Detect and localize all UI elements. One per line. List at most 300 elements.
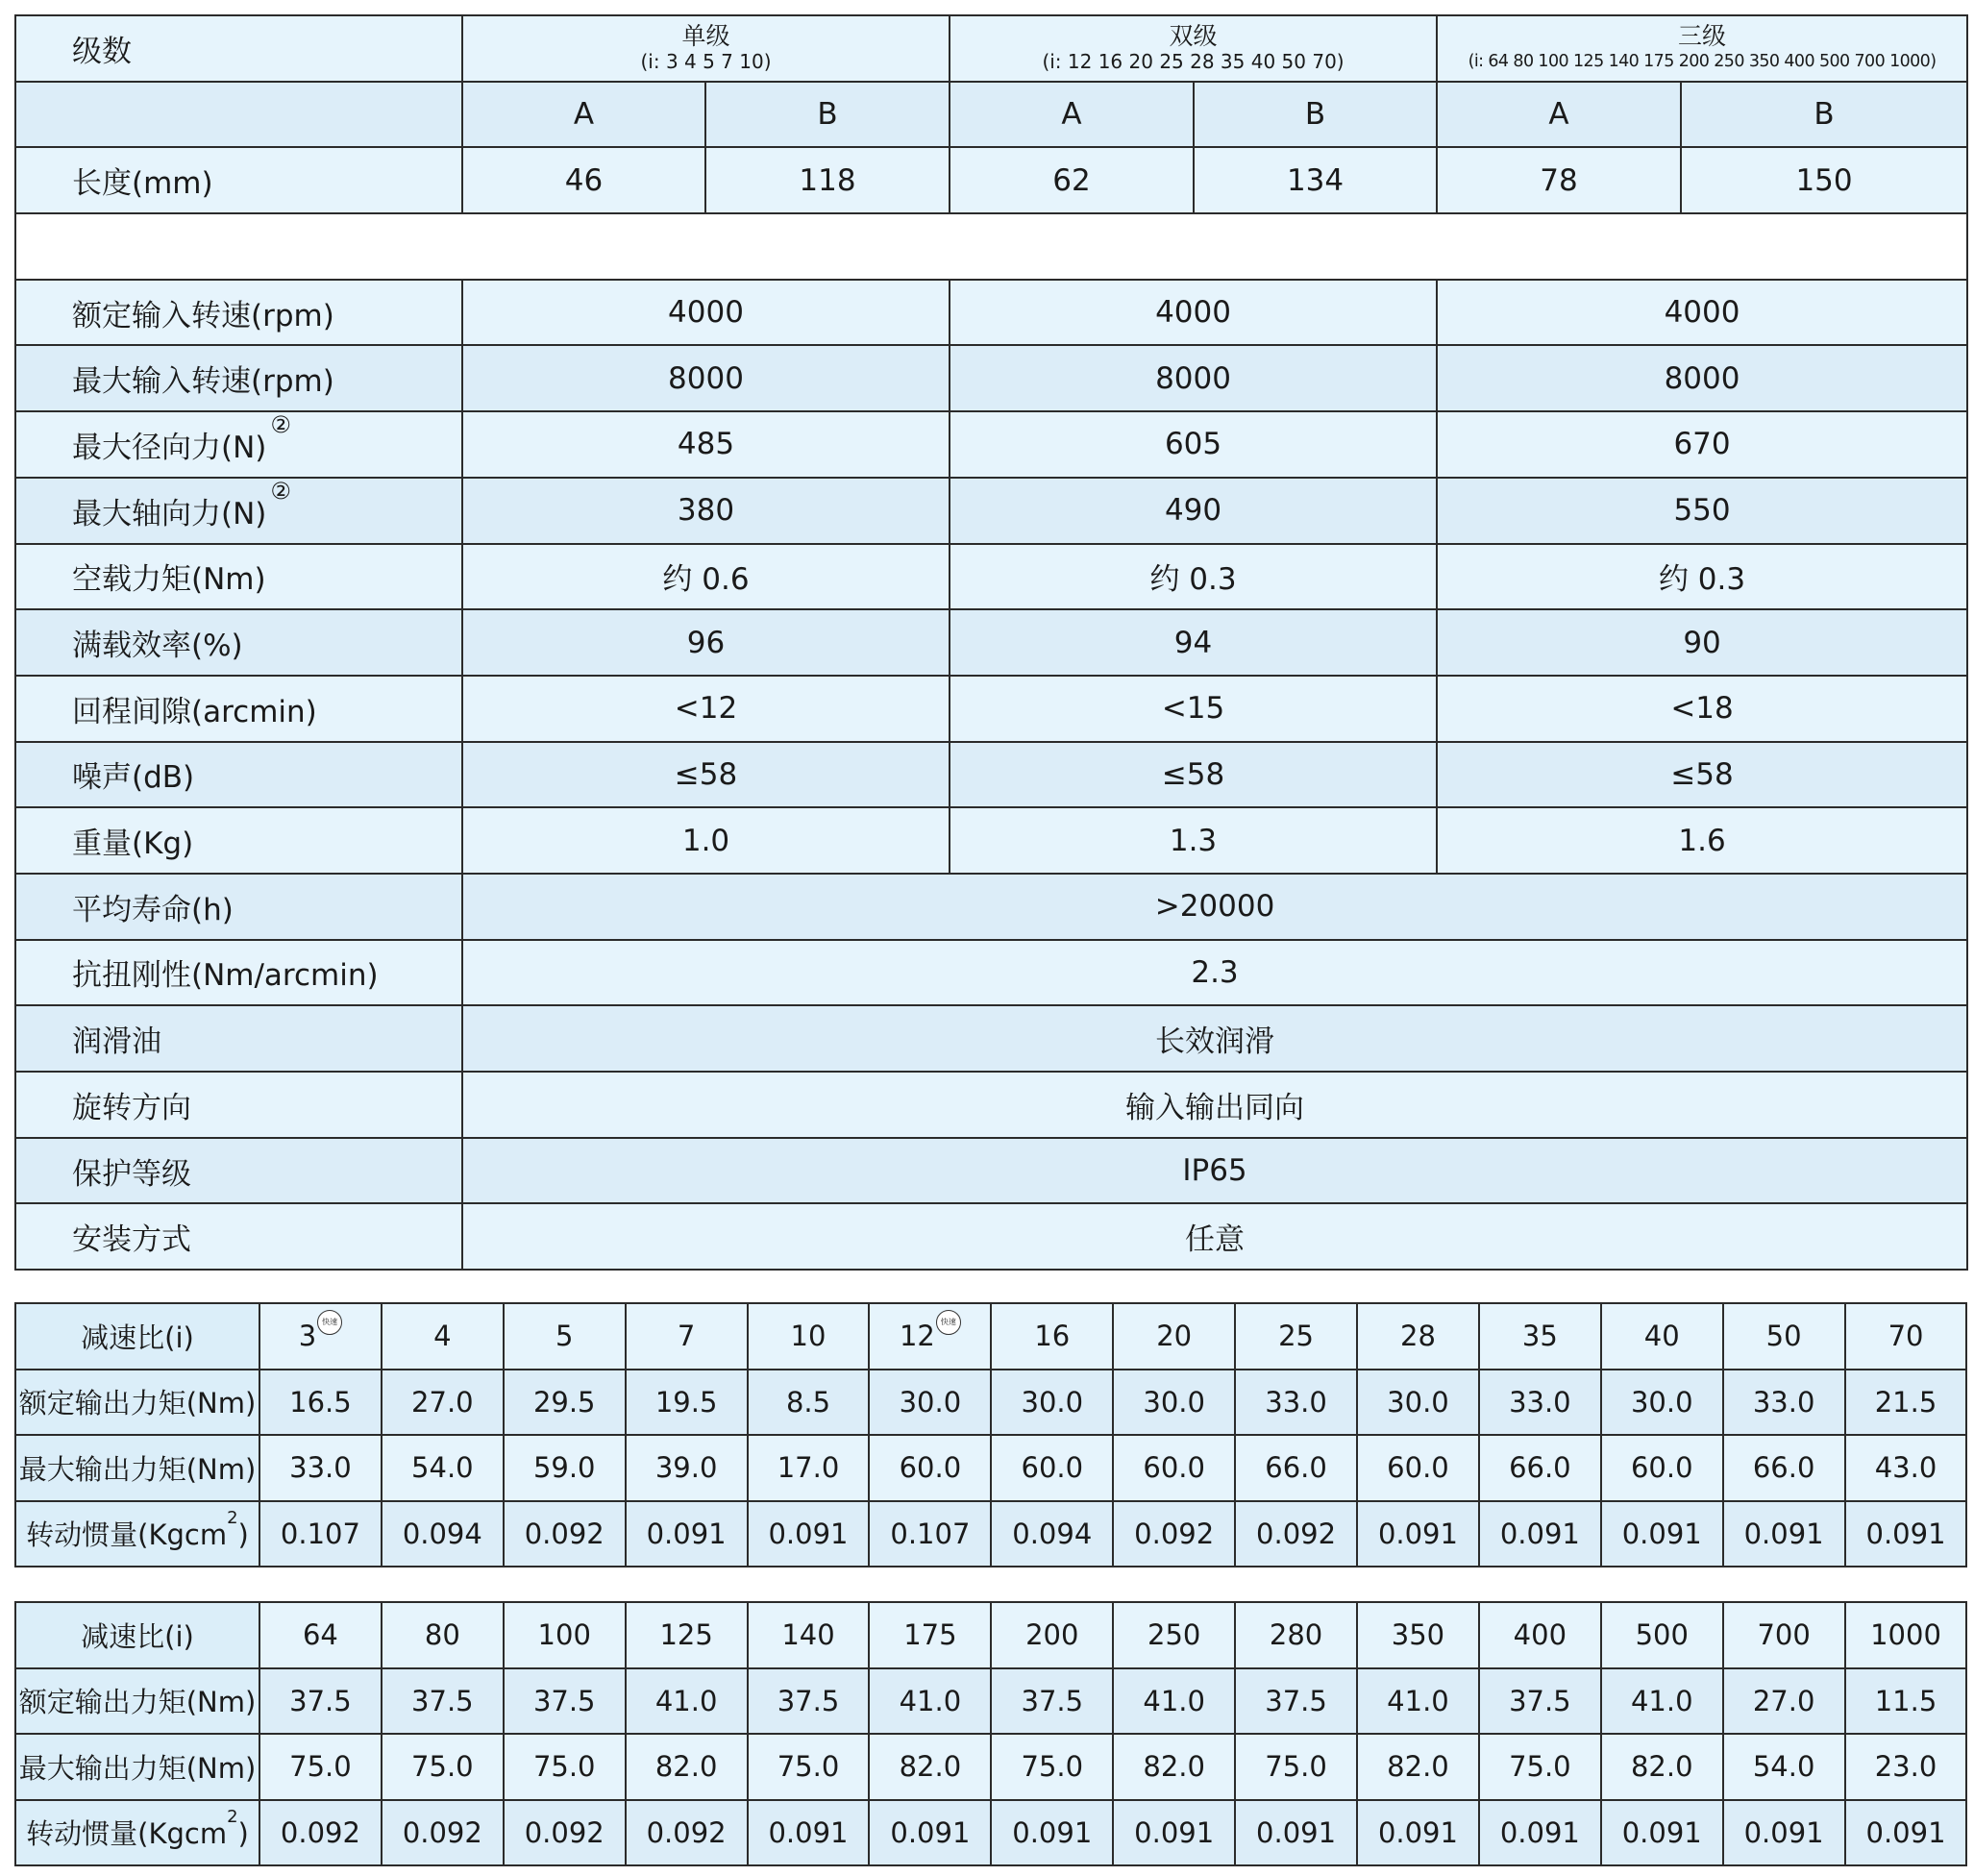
- cell-value: 0.091: [1865, 1815, 1946, 1849]
- ratio-cell: [869, 1303, 991, 1370]
- inertia-cell: [259, 1800, 382, 1866]
- max-torque-cell: [626, 1734, 748, 1800]
- header-ratios: (i: 3 4 5 7 10): [640, 50, 772, 74]
- inertia-cell: [382, 1800, 504, 1866]
- cell-value: 66.0: [1509, 1451, 1571, 1485]
- ratio-cell: [1723, 1602, 1845, 1668]
- value-cell: 1.3: [950, 807, 1437, 874]
- inertia-cell: [1845, 1800, 1967, 1866]
- cell-value: 60.0: [1021, 1451, 1084, 1485]
- ratio-cell: [504, 1602, 626, 1668]
- cell-value: 60.0: [1630, 1451, 1693, 1485]
- spec-row: [15, 807, 1967, 874]
- inertia-row: [15, 1800, 1966, 1866]
- rated-torque-cell: [259, 1668, 382, 1735]
- value-cell: 670: [1437, 411, 1967, 478]
- cell-value: 0.092: [402, 1815, 482, 1849]
- value-cell: 4000: [950, 280, 1437, 346]
- max-torque-cell: [748, 1734, 870, 1800]
- row-label: 保护等级: [15, 1138, 462, 1204]
- cell-value: 0.094: [1012, 1517, 1093, 1550]
- header-double-stage: [950, 15, 1437, 82]
- spec-row: [15, 742, 1967, 808]
- rated-torque-cell: [748, 1668, 870, 1735]
- ratio-cell: [382, 1303, 504, 1370]
- header-ratios: (i: 12 16 20 25 28 35 40 50 70): [1042, 50, 1345, 74]
- cell-value: 35: [1521, 1320, 1558, 1353]
- value-cell: 约 0.3: [1437, 544, 1967, 610]
- rated-torque-row: [15, 1668, 1966, 1735]
- max-torque-cell: [259, 1435, 382, 1501]
- cell-value: 19.5: [654, 1385, 718, 1419]
- cell-value: 30.0: [899, 1385, 962, 1419]
- cell-value: 280: [1269, 1618, 1323, 1652]
- max-torque-cell: [1235, 1734, 1357, 1800]
- inertia-cell: [869, 1800, 991, 1866]
- value-cell: 输入输出同向: [462, 1072, 1967, 1138]
- row-label: 抗扭刚性(Nm/arcmin): [15, 940, 462, 1006]
- rated-torque-cell: [748, 1370, 870, 1436]
- value-cell: 约 0.3: [950, 544, 1437, 610]
- footnote-marker: ②: [270, 477, 291, 505]
- cell-value: 0.092: [1134, 1517, 1215, 1550]
- inertia-cell: [991, 1501, 1113, 1567]
- variant-cell: A: [950, 82, 1194, 148]
- variant-row: [15, 82, 1967, 148]
- inertia-cell: [1723, 1800, 1845, 1866]
- inertia-cell: [991, 1800, 1113, 1866]
- ratio-cell: [1113, 1303, 1235, 1370]
- superscript-2: 2: [227, 1508, 238, 1529]
- max-torque-cell: [382, 1435, 504, 1501]
- cell-value: 37.5: [777, 1684, 840, 1717]
- length-cell: 46: [462, 147, 705, 213]
- ratio-cell: [1357, 1602, 1479, 1668]
- inertia-cell: [626, 1800, 748, 1866]
- row-label-cell: [15, 1800, 259, 1866]
- wide-row: [15, 1005, 1967, 1072]
- cell-value: 40: [1643, 1320, 1680, 1353]
- row-label-cell: [15, 1734, 259, 1800]
- row-label-cell: [15, 1501, 259, 1567]
- inertia-cell: [869, 1501, 991, 1567]
- inertia-cell: [1113, 1800, 1235, 1866]
- cell-value: 37.5: [1021, 1684, 1084, 1717]
- cell-value: 0.091: [1377, 1517, 1458, 1550]
- ratio-cell: [382, 1602, 504, 1668]
- cell-value: 0.091: [1499, 1815, 1580, 1849]
- wide-row: [15, 1072, 1967, 1138]
- rated-torque-cell: [1601, 1370, 1723, 1436]
- max-torque-cell: [1723, 1435, 1845, 1501]
- cell-value: 50: [1765, 1320, 1802, 1353]
- value-cell: <15: [950, 676, 1437, 742]
- ratio-cell: [1479, 1303, 1601, 1370]
- max-torque-cell: [1479, 1435, 1601, 1501]
- ratio-cell: [626, 1303, 748, 1370]
- cell-value: 0.092: [1256, 1517, 1337, 1550]
- row-label-cell: [15, 478, 462, 544]
- cell-value: 82.0: [1630, 1750, 1693, 1784]
- quick-ship-badge-icon: 快速: [317, 1310, 342, 1335]
- wide-row: [15, 1203, 1967, 1270]
- ratio-cell: [1235, 1303, 1357, 1370]
- ratio-cell: [1357, 1303, 1479, 1370]
- row-label: 润滑油: [15, 1005, 462, 1072]
- value-cell: 94: [950, 609, 1437, 676]
- header-row: [15, 15, 1967, 82]
- stage-label: 级数: [15, 15, 462, 82]
- cell-value: 11.5: [1874, 1684, 1937, 1717]
- row-label-cell: [15, 1303, 259, 1370]
- row-label: 减速比(i): [81, 1619, 194, 1653]
- row-label-cell: [15, 1370, 259, 1436]
- cell-value: 0.091: [1865, 1517, 1946, 1550]
- header-triple-stage: [1437, 15, 1967, 82]
- row-label: 额定输出力矩(Nm): [18, 1686, 257, 1719]
- max-torque-cell: [991, 1734, 1113, 1800]
- cell-value: 75.0: [411, 1750, 474, 1784]
- cell-value: 33.0: [1752, 1385, 1815, 1419]
- row-label: 平均寿命(h): [15, 874, 462, 940]
- label-close-paren: ): [237, 1518, 249, 1552]
- rated-torque-cell: [1723, 1370, 1845, 1436]
- row-label: 重量(Kg): [15, 807, 462, 874]
- cell-value: 60.0: [899, 1451, 962, 1485]
- value-cell: 380: [462, 478, 950, 544]
- ratio-cell: [991, 1602, 1113, 1668]
- cell-value: 21.5: [1874, 1385, 1937, 1419]
- rated-torque-cell: [1113, 1668, 1235, 1735]
- row-label: 空载力矩(Nm): [15, 544, 462, 610]
- cell-value: 5: [555, 1320, 574, 1353]
- cell-value: 64: [302, 1618, 338, 1652]
- max-torque-cell: [1357, 1435, 1479, 1501]
- max-torque-cell: [991, 1435, 1113, 1501]
- inertia-row: [15, 1501, 1966, 1567]
- cell-value: 66.0: [1265, 1451, 1327, 1485]
- max-torque-cell: [1601, 1734, 1723, 1800]
- cell-value: 250: [1147, 1618, 1201, 1652]
- cell-value: 17.0: [777, 1451, 840, 1485]
- label-close-paren: ): [237, 1817, 249, 1851]
- row-label: 最大径向力(N): [72, 430, 267, 465]
- inertia-cell: [1113, 1501, 1235, 1567]
- cell-value: 60.0: [1143, 1451, 1205, 1485]
- cell-value: 41.0: [654, 1684, 718, 1717]
- cell-value: 43.0: [1874, 1451, 1937, 1485]
- cell-value: 0.091: [1377, 1815, 1458, 1849]
- cell-value: 0.091: [768, 1815, 849, 1849]
- cell-value: 82.0: [1387, 1750, 1449, 1784]
- max-torque-cell: [1113, 1734, 1235, 1800]
- inertia-cell: [1601, 1800, 1723, 1866]
- cell-value: 33.0: [1509, 1385, 1571, 1419]
- empty-label-cell: [15, 82, 462, 148]
- rated-torque-cell: [1235, 1370, 1357, 1436]
- inertia-cell: [626, 1501, 748, 1567]
- cell-value: 0.107: [280, 1517, 360, 1550]
- cell-value: 66.0: [1752, 1451, 1815, 1485]
- cell-value: 100: [537, 1618, 591, 1652]
- footnote-marker: ②: [270, 411, 291, 438]
- cell-value: 23.0: [1874, 1750, 1937, 1784]
- cell-value: 75.0: [1509, 1750, 1571, 1784]
- length-cell: 118: [705, 147, 950, 213]
- spec-row: [15, 411, 1967, 478]
- variant-cell: A: [1437, 82, 1681, 148]
- cell-value: 0.092: [646, 1815, 727, 1849]
- length-cell: 134: [1194, 147, 1437, 213]
- row-label: 最大输出力矩(Nm): [18, 1452, 257, 1486]
- cell-value: 125: [659, 1618, 713, 1652]
- max-torque-cell: [748, 1435, 870, 1501]
- rated-torque-cell: [504, 1370, 626, 1436]
- cell-value: 0.092: [280, 1815, 360, 1849]
- cell-value: 75.0: [1021, 1750, 1084, 1784]
- ratio-cell: [1235, 1602, 1357, 1668]
- inertia-cell: [1845, 1501, 1967, 1567]
- cell-value: 0.091: [1621, 1815, 1702, 1849]
- cell-value: 27.0: [1752, 1684, 1815, 1717]
- row-label: 旋转方向: [15, 1072, 462, 1138]
- wide-row: [15, 874, 1967, 940]
- spec-row: [15, 345, 1967, 411]
- header-title: 双级: [1169, 22, 1218, 51]
- max-torque-cell: [504, 1435, 626, 1501]
- cell-value: 30.0: [1021, 1385, 1084, 1419]
- cell-value: 7: [677, 1320, 696, 1353]
- value-cell: 90: [1437, 609, 1967, 676]
- inertia-cell: [1479, 1800, 1601, 1866]
- cell-value: 0.094: [402, 1517, 482, 1550]
- rated-torque-cell: [1235, 1668, 1357, 1735]
- ratio-cell: [1845, 1303, 1967, 1370]
- cell-value: 0.091: [1499, 1517, 1580, 1550]
- length-cell: 62: [950, 147, 1194, 213]
- cell-value: 0.091: [1134, 1815, 1215, 1849]
- cell-value: 75.0: [289, 1750, 352, 1784]
- ratio-row: [15, 1303, 1966, 1370]
- cell-value: 0.091: [1621, 1517, 1702, 1550]
- ratio-cell: [748, 1602, 870, 1668]
- cell-value: 3: [298, 1320, 317, 1353]
- spacer-cell: [15, 213, 1967, 280]
- cell-value: 41.0: [1387, 1684, 1449, 1717]
- inertia-cell: [1601, 1501, 1723, 1567]
- cell-value: 54.0: [1752, 1750, 1815, 1784]
- variant-cell: B: [1194, 82, 1437, 148]
- rated-torque-cell: [626, 1370, 748, 1436]
- value-cell: 4000: [462, 280, 950, 346]
- value-cell: ≤58: [1437, 742, 1967, 808]
- ratio-row: [15, 1602, 1966, 1668]
- cell-value: 16: [1034, 1320, 1071, 1353]
- ratio-cell: [1845, 1602, 1967, 1668]
- cell-value: 82.0: [654, 1750, 718, 1784]
- wide-row: [15, 1138, 1967, 1204]
- inertia-cell: [748, 1800, 870, 1866]
- cell-value: 10: [790, 1320, 827, 1353]
- rated-torque-cell: [1357, 1668, 1479, 1735]
- inertia-cell: [1479, 1501, 1601, 1567]
- cell-value: 25: [1278, 1320, 1315, 1353]
- value-cell: <12: [462, 676, 950, 742]
- value-cell: 长效润滑: [462, 1005, 1967, 1072]
- ratio-cell: [748, 1303, 870, 1370]
- row-label: 长度(mm): [15, 147, 462, 213]
- row-label-cell: [15, 1602, 259, 1668]
- value-cell: 任意: [462, 1203, 1967, 1270]
- cell-value: 37.5: [1509, 1684, 1571, 1717]
- cell-value: 30.0: [1143, 1385, 1205, 1419]
- max-torque-cell: [626, 1435, 748, 1501]
- ratio-cell: [1113, 1602, 1235, 1668]
- spec-row: [15, 676, 1967, 742]
- superscript-2: 2: [227, 1807, 238, 1828]
- quick-ship-badge-icon: 快速: [936, 1310, 961, 1335]
- spec-row: [15, 544, 1967, 610]
- cell-value: 0.091: [890, 1815, 971, 1849]
- cell-value: 54.0: [411, 1451, 474, 1485]
- value-cell: 约 0.6: [462, 544, 950, 610]
- inertia-cell: [1235, 1501, 1357, 1567]
- rated-torque-cell: [504, 1668, 626, 1735]
- cell-value: 75.0: [532, 1750, 596, 1784]
- max-torque-cell: [1113, 1435, 1235, 1501]
- cell-value: 29.5: [532, 1385, 596, 1419]
- inertia-cell: [504, 1501, 626, 1567]
- variant-cell: B: [705, 82, 950, 148]
- cell-value: 0.091: [1743, 1517, 1824, 1550]
- row-label: 额定输入转速(rpm): [15, 280, 462, 346]
- row-label-cell: [15, 1668, 259, 1735]
- rated-torque-cell: [1479, 1668, 1601, 1735]
- cell-value: 700: [1757, 1618, 1811, 1652]
- value-cell: 2.3: [462, 940, 1967, 1006]
- cell-value: 80: [424, 1618, 460, 1652]
- cell-value: 59.0: [532, 1451, 596, 1485]
- cell-value: 37.5: [289, 1684, 352, 1717]
- cell-value: 33.0: [1265, 1385, 1327, 1419]
- row-label: 最大输出力矩(Nm): [18, 1751, 257, 1785]
- max-torque-cell: [1723, 1734, 1845, 1800]
- rated-torque-cell: [626, 1668, 748, 1735]
- rated-torque-cell: [259, 1370, 382, 1436]
- cell-value: 4: [433, 1320, 452, 1353]
- rated-torque-cell: [1357, 1370, 1479, 1436]
- value-cell: 96: [462, 609, 950, 676]
- cell-value: 500: [1635, 1618, 1689, 1652]
- inertia-cell: [748, 1501, 870, 1567]
- header-title: 三级: [1678, 22, 1727, 51]
- inertia-cell: [382, 1501, 504, 1567]
- max-torque-cell: [1845, 1435, 1967, 1501]
- cell-value: 37.5: [411, 1684, 474, 1717]
- ratio-cell: [869, 1602, 991, 1668]
- inertia-cell: [1235, 1800, 1357, 1866]
- cell-value: 0.091: [1256, 1815, 1337, 1849]
- ratio-cell: [1601, 1602, 1723, 1668]
- row-label: 减速比(i): [81, 1321, 194, 1354]
- cell-value: 350: [1391, 1618, 1445, 1652]
- cell-value: 30.0: [1387, 1385, 1449, 1419]
- max-torque-cell: [259, 1734, 382, 1800]
- cell-value: 41.0: [1143, 1684, 1205, 1717]
- cell-value: 0.091: [768, 1517, 849, 1550]
- cell-value: 0.091: [646, 1517, 727, 1550]
- value-cell: 1.6: [1437, 807, 1967, 874]
- max-torque-cell: [1235, 1435, 1357, 1501]
- rated-torque-cell: [869, 1668, 991, 1735]
- cell-value: 75.0: [777, 1750, 840, 1784]
- spec-row: [15, 280, 1967, 346]
- cell-value: 30.0: [1630, 1385, 1693, 1419]
- length-cell: 150: [1681, 147, 1967, 213]
- variant-cell: A: [462, 82, 705, 148]
- cell-value: 400: [1513, 1618, 1567, 1652]
- max-torque-cell: [869, 1734, 991, 1800]
- rated-torque-row: [15, 1370, 1966, 1436]
- row-label: 安装方式: [15, 1203, 462, 1270]
- inertia-cell: [1357, 1800, 1479, 1866]
- max-torque-row: [15, 1734, 1966, 1800]
- spec-row: [15, 478, 1967, 544]
- cell-value: 82.0: [899, 1750, 962, 1784]
- cell-value: 0.092: [524, 1517, 605, 1550]
- max-torque-cell: [1479, 1734, 1601, 1800]
- cell-value: 200: [1025, 1618, 1079, 1652]
- row-label: 最大输入转速(rpm): [15, 345, 462, 411]
- cell-value: 16.5: [289, 1385, 352, 1419]
- value-cell: 490: [950, 478, 1437, 544]
- rated-torque-cell: [991, 1370, 1113, 1436]
- rated-torque-cell: [1601, 1668, 1723, 1735]
- cell-value: 0.091: [1743, 1815, 1824, 1849]
- row-label: 满载效率(%): [15, 609, 462, 676]
- rated-torque-cell: [1845, 1668, 1967, 1735]
- rated-torque-cell: [1479, 1370, 1601, 1436]
- row-label: 噪声(dB): [15, 742, 462, 808]
- header-title: 单级: [681, 22, 730, 51]
- wide-row: [15, 940, 1967, 1006]
- header-ratios: (i: 64 80 100 125 140 175 200 250 350 400 500 700 1000): [1468, 52, 1937, 72]
- ratio-cell: [626, 1602, 748, 1668]
- ratio-cell: [1479, 1602, 1601, 1668]
- cell-value: 37.5: [532, 1684, 596, 1717]
- cell-value: 0.107: [890, 1517, 971, 1550]
- value-cell: >20000: [462, 874, 1967, 940]
- value-cell: ≤58: [462, 742, 950, 808]
- cell-value: 0.091: [1012, 1815, 1093, 1849]
- ratio-table-two-stage: [14, 1302, 1967, 1567]
- rated-torque-cell: [1723, 1668, 1845, 1735]
- header-single-stage: [462, 15, 950, 82]
- value-cell: <18: [1437, 676, 1967, 742]
- spec-table: [14, 14, 1968, 1271]
- spec-row: [15, 609, 1967, 676]
- max-torque-cell: [382, 1734, 504, 1800]
- ratio-cell: [1601, 1303, 1723, 1370]
- cell-value: 20: [1156, 1320, 1193, 1353]
- rated-torque-cell: [1845, 1370, 1967, 1436]
- row-label: 最大轴向力(N): [72, 496, 267, 531]
- length-cell: 78: [1437, 147, 1681, 213]
- cell-value: 60.0: [1387, 1451, 1449, 1485]
- cell-value: 37.5: [1265, 1684, 1327, 1717]
- ratio-cell: [259, 1303, 382, 1370]
- inertia-cell: [1723, 1501, 1845, 1567]
